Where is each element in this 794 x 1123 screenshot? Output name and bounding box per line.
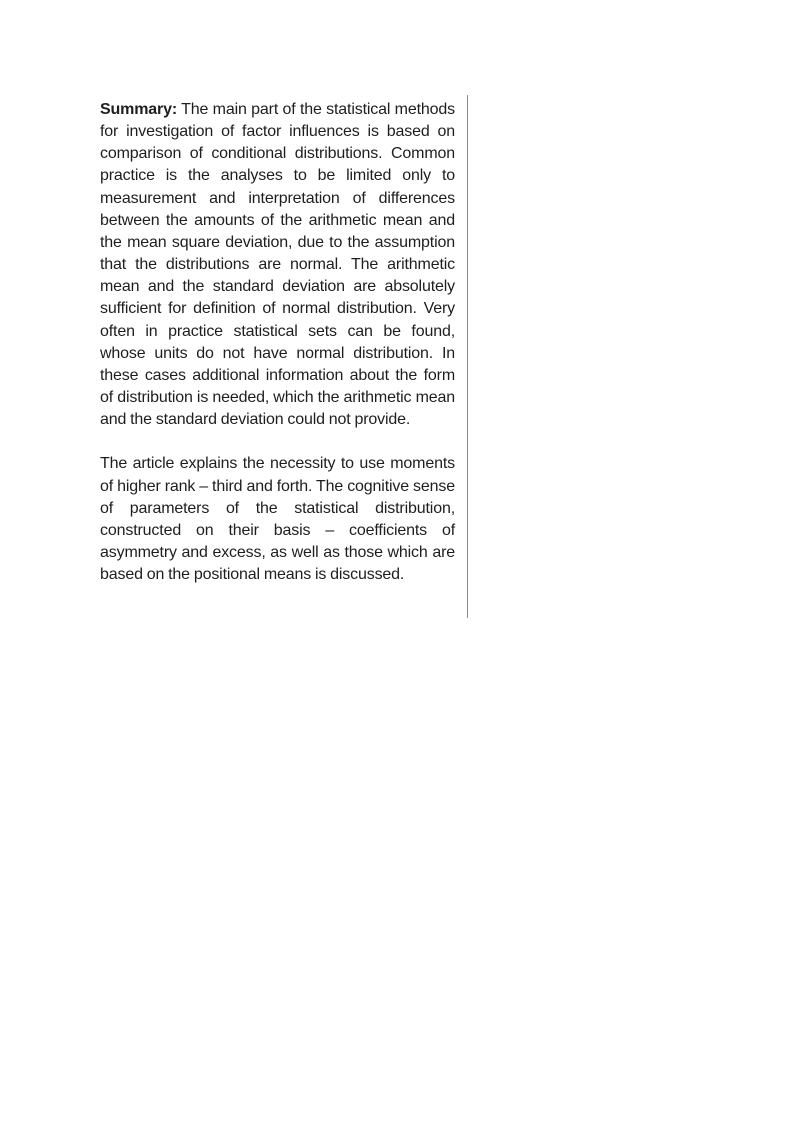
- summary-section: [100, 99, 455, 586]
- summary-paragraph-2: The article explains the necessity to use moments of higher rank – third and forth. The cognitive sense of parameters of the statistical distribution, constructed on their basis – coefficients of asymmetry and excess, as well as those which are based on the positional means is discussed.: [100, 455, 455, 584]
- column-divider: [467, 95, 468, 618]
- summary-text-1: The main part of the statistical methods for investigation of factor influences is based on comparison of conditional distributions. Common practice is the analyses to be limited only to measurement and interpretation of differences between the amounts of the arithmetic mean and the mean square deviation, due to the assumption that the distributions are normal. The arithmetic mean and the standard deviation are absolutely sufficient for definition of normal distribution. Very often in practice statistical sets can be found, whose units do not have normal distribution. In these cases additional information about the form of distribution is needed, which the arithmetic mean and the standard deviation could not provide.: [100, 101, 456, 429]
- summary-paragraph-1: [100, 99, 455, 431]
- summary-label: Summary:: [100, 101, 178, 118]
